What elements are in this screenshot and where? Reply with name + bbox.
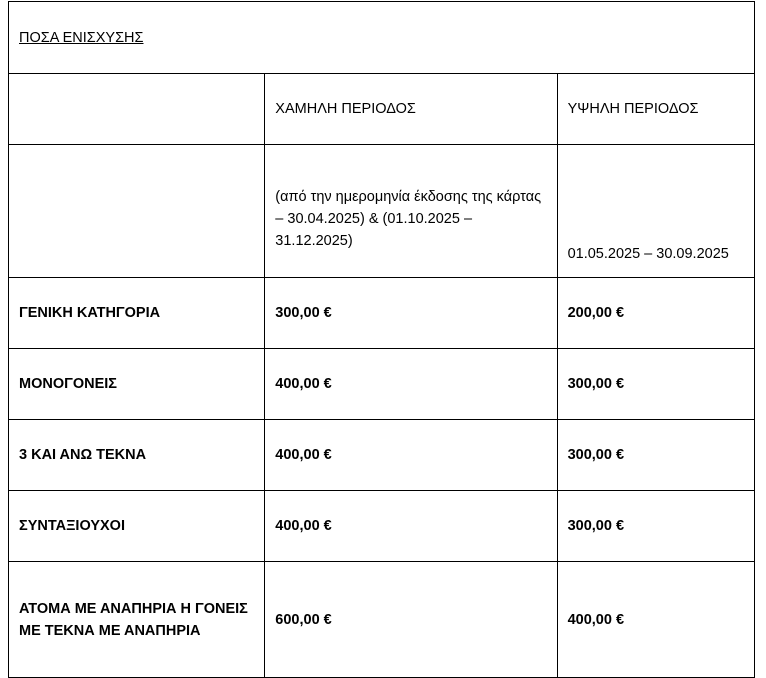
dates-low-text: (από την ημερομηνία έκδοσης της κάρτας – 30.04.2025) & (01.10.2025 – 31.12.2025) — [275, 189, 542, 249]
row-low-amount: 400,00 € — [265, 491, 557, 562]
row-high-amount: 300,00 € — [557, 420, 754, 491]
table-row — [9, 491, 755, 562]
table-title: ΠΟΣΑ ΕΝΙΣΧΥΣΗΣ — [19, 29, 144, 46]
row-category: ΜΟΝΟΓΟΝΕΙΣ — [9, 349, 265, 420]
table-row — [9, 278, 755, 349]
row-low-amount: 400,00 € — [265, 349, 557, 420]
dates-category-empty — [9, 145, 265, 278]
header-high-period — [557, 74, 754, 145]
support-amounts-table — [8, 1, 755, 678]
row-low-amount: 300,00 € — [265, 278, 557, 349]
row-category: ΑΤΟΜΑ ΜΕ ΑΝΑΠΗΡΙΑ Η ΓΟΝΕΙΣ ΜΕ ΤΕΚΝΑ ΜΕ ΑΝΑΠΗΡΙΑ — [9, 562, 265, 678]
header-high-label: ΥΨΗΛΗ ΠΕΡΙΟΔΟΣ — [567, 101, 699, 117]
column-header-row — [9, 74, 755, 145]
dates-high-text: 01.05.2025 – 30.09.2025 — [567, 246, 729, 262]
header-low-label: ΧΑΜΗΛΗ ΠΕΡΙΟΔΟΣ — [275, 101, 416, 117]
header-low-period — [265, 74, 557, 145]
date-range-row — [9, 145, 755, 278]
row-low-amount: 600,00 € — [265, 562, 557, 678]
table-title-cell — [9, 2, 755, 74]
header-category — [9, 74, 265, 145]
row-high-amount: 300,00 € — [557, 491, 754, 562]
dates-low-period — [265, 145, 557, 278]
row-low-amount: 400,00 € — [265, 420, 557, 491]
row-high-amount: 300,00 € — [557, 349, 754, 420]
row-high-amount: 200,00 € — [557, 278, 754, 349]
table-row — [9, 349, 755, 420]
table-row — [9, 562, 755, 678]
dates-high-period — [557, 145, 754, 278]
row-category: ΣΥΝΤΑΞΙΟΥΧΟΙ — [9, 491, 265, 562]
table-row — [9, 420, 755, 491]
row-category: 3 ΚΑΙ ΑΝΩ ΤΕΚΝΑ — [9, 420, 265, 491]
row-high-amount: 400,00 € — [557, 562, 754, 678]
table-title-row — [9, 2, 755, 74]
row-category: ΓΕΝΙΚΗ ΚΑΤΗΓΟΡΙΑ — [9, 278, 265, 349]
